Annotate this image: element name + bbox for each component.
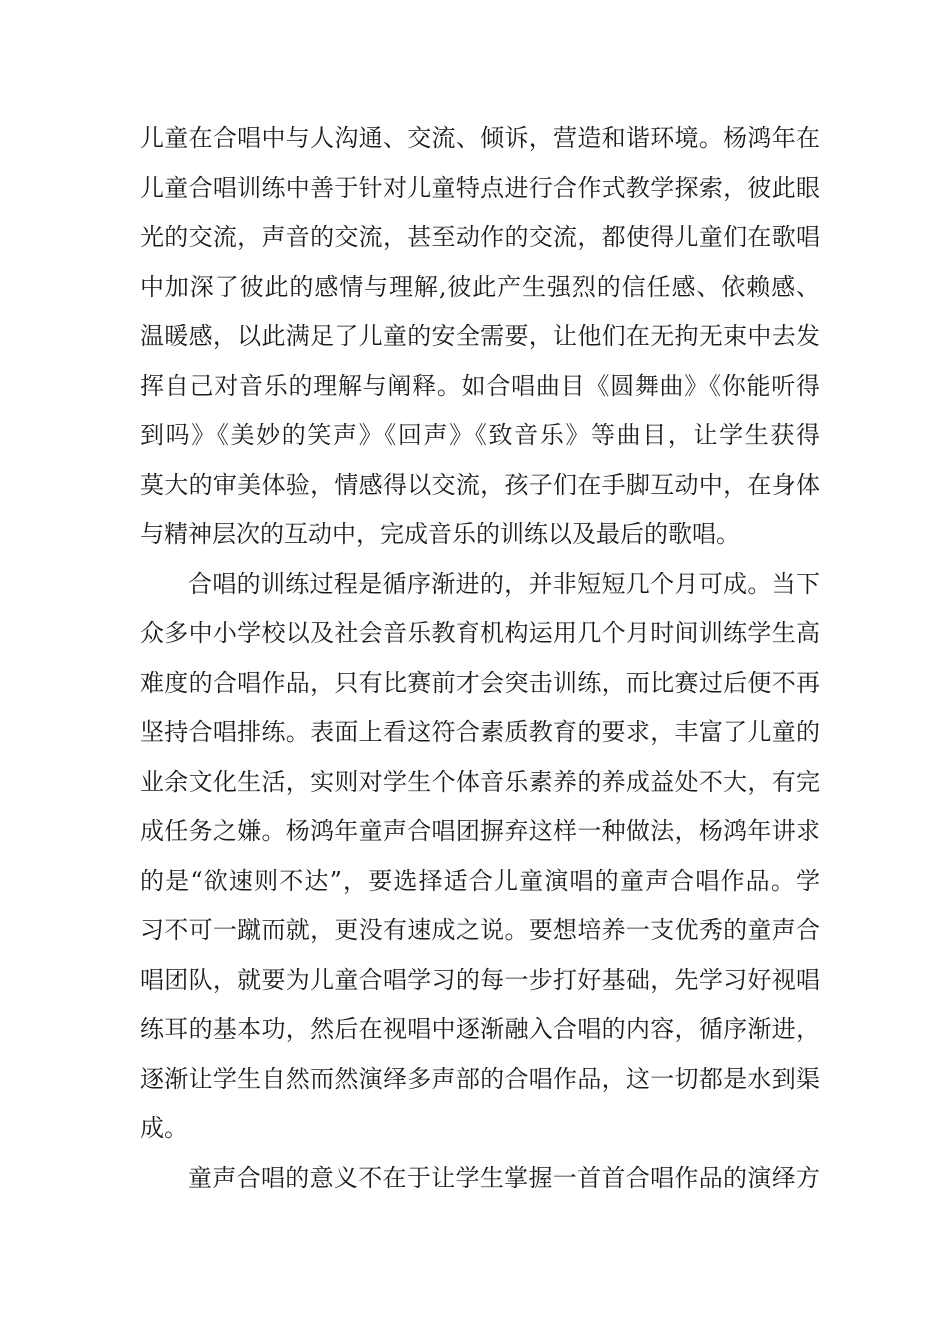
text-line: 唱团队，就要为儿童合唱学习的每一步打好基础，先学习好视唱 bbox=[140, 965, 820, 994]
text-line: 众多中小学校以及社会音乐教育机构运用几个月时间训练学生高 bbox=[140, 619, 820, 647]
text-line: 练耳的基本功，然后在视唱中逐渐融入合唱的内容，循序渐进， bbox=[140, 1015, 820, 1043]
text-line: 挥自己对音乐的理解与阐释。如合唱曲目《圆舞曲》《你能听得 bbox=[140, 371, 820, 400]
text-line: 成。 bbox=[140, 1114, 188, 1142]
text-line: 莫大的审美体验，情感得以交流，孩子们在手脚互动中，在身体 bbox=[140, 470, 820, 499]
text-line: 业余文化生活，实则对学生个体音乐素养的养成益处不大，有完 bbox=[140, 767, 820, 796]
text-line: 儿童合唱训练中善于针对儿童特点进行合作式教学探索，彼此眼 bbox=[140, 173, 820, 202]
body-text bbox=[140, 116, 820, 1205]
text-line: 逐渐让学生自然而然演绎多声部的合唱作品，这一切都是水到渠 bbox=[140, 1064, 820, 1093]
text-line: 坚持合唱排练。表面上看这符合素质教育的要求，丰富了儿童的 bbox=[140, 718, 820, 746]
text-line: 成任务之嫌。杨鸿年童声合唱团摒弃这样一种做法，杨鸿年讲求 bbox=[140, 817, 820, 845]
text-line: 的是“欲速则不达”，要选择适合儿童演唱的童声合唱作品。学 bbox=[140, 866, 820, 895]
text-line: 习不可一蹴而就，更没有速成之说。要想培养一支优秀的童声合 bbox=[140, 916, 820, 944]
text-line: 与精神层次的互动中，完成音乐的训练以及最后的歌唱。 bbox=[140, 520, 740, 548]
text-line: 温暖感，以此满足了儿童的安全需要，让他们在无拘无束中去发 bbox=[140, 322, 820, 350]
text-line: 难度的合唱作品，只有比赛前才会突击训练，而比赛过后便不再 bbox=[140, 668, 820, 697]
text-line: 儿童在合唱中与人沟通、交流、倾诉，营造和谐环境。杨鸿年在 bbox=[140, 124, 820, 152]
text-line: 中加深了彼此的感情与理解,彼此产生强烈的信任感、依赖感、 bbox=[140, 272, 820, 301]
text-line: 到吗》《美妙的笑声》《回声》《致音乐》等曲目，让学生获得 bbox=[140, 421, 820, 449]
paragraph-start-line: 合唱的训练过程是循序渐进的，并非短短几个月可成。当下 bbox=[188, 569, 820, 598]
paragraph-start-line: 童声合唱的意义不在于让学生掌握一首首合唱作品的演绎方 bbox=[188, 1163, 820, 1192]
text-line: 光的交流，声音的交流，甚至动作的交流，都使得儿童们在歌唱 bbox=[140, 223, 820, 251]
